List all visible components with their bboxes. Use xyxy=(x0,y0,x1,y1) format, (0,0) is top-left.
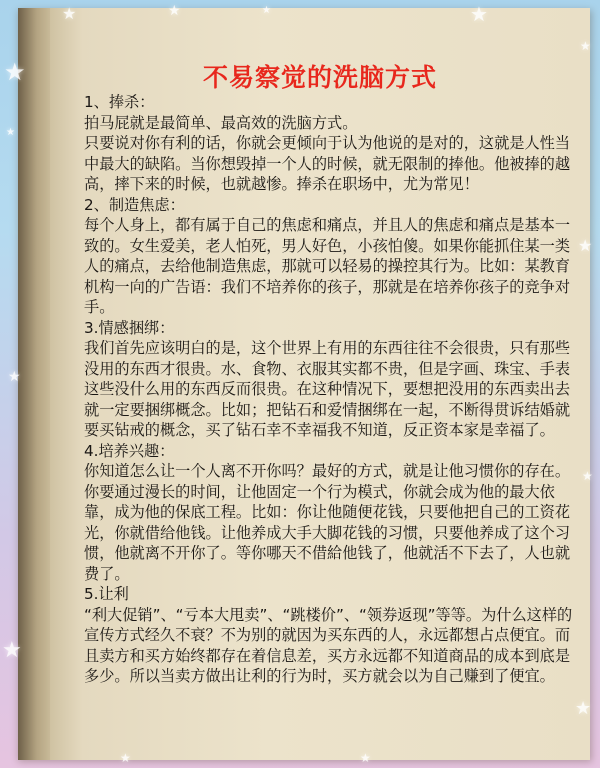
star-icon: ★ xyxy=(262,5,271,16)
section-heading: 5.让利 xyxy=(84,585,129,603)
page-content xyxy=(84,92,574,687)
section-1 xyxy=(84,92,574,195)
section-paragraph: “利大促销”、“亏本大甩卖”、“跳楼价”、“领券返现”等等。为什么这样的宣传方式经久不衰？不为别的就因为买东西的人，永远都想占点便宜。而且卖方和买方始终都存在着信息差，买方永远都不知道商品的成本到底是多少。所以当卖方做出让利的行为时，买方就会以为自己赚到了便宜。 xyxy=(84,605,573,685)
star-icon: ★ xyxy=(580,39,591,53)
section-paragraph: 我们首先应该明白的是，这个世界上有用的东西往往不会很贵，只有那些没用的东西才很贵。水、食物、衣服其实都不贵，但是字画、珠宝、手表这些没什么用的东西反而很贵。在这种情况下，要想把没用的东西卖出去就一定要捆绑概念。比如；把钻石和爱情捆绑在一起，不断得贯诉结婚就要买钻戒的概念，买了钻石幸不幸福我不知道，反正资本家是幸福了。 xyxy=(84,339,570,439)
star-icon: ★ xyxy=(62,4,77,23)
section-heading: 3.情感捆绑： xyxy=(84,318,175,337)
star-icon: ★ xyxy=(120,751,131,765)
section-heading: 4.培养兴趣： xyxy=(84,441,175,460)
section-2 xyxy=(84,195,574,318)
book-page xyxy=(50,4,593,760)
section-paragraph: 拍马屁就是最简单、最高效的洗脑方式。 xyxy=(84,113,358,132)
section-3 xyxy=(84,318,574,441)
star-icon: ★ xyxy=(575,698,592,719)
section-paragraph: 每个人身上，都有属于自己的焦虑和痛点，并且人的焦虑和痛点是基本一致的。女生爱美，老人怕死，男人好色，小孩怕傻。如果你能抓住某一类人的痛点，去给他制造焦虑，那就可以轻易的操控其行为。比如：某教育机构一向的广告语：我们不培养你的孩子，那就是在培养你孩子的竞争对手。 xyxy=(84,216,570,316)
section-5 xyxy=(84,584,574,687)
star-icon: ★ xyxy=(6,127,15,138)
star-icon: ★ xyxy=(360,751,371,765)
star-icon: ★ xyxy=(168,3,181,19)
star-icon: ★ xyxy=(470,2,488,26)
section-heading: 1、捧杀： xyxy=(84,93,155,111)
star-icon: ★ xyxy=(2,638,22,663)
page-title: 不易察觉的洗脑方式 xyxy=(202,63,437,92)
star-icon: ★ xyxy=(8,369,21,385)
section-4 xyxy=(84,441,574,585)
section-heading: 2、制造焦虑： xyxy=(84,195,185,214)
star-icon: ★ xyxy=(582,469,593,483)
star-icon: ★ xyxy=(4,58,26,86)
section-paragraph: 只要说对你有利的话，你就会更倾向于认为他说的是对的，这就是人性当中最大的缺陷。当你想毁掉一个人的时候，就无限制的捧他。他被捧的越高，摔下来的时候，也就越惨。捧杀在职场中，尤为常见！ xyxy=(84,134,570,193)
star-icon: ★ xyxy=(578,236,593,255)
section-paragraph: 你知道怎么让一个人离不开你吗？最好的方式，就是让他习惯你的存在。你要通过漫长的时间，让他固定一个行为模式，你就会成为他的最大依靠，成为他的保底工程。比如：你让他随便花钱，只要他把自己的工资花光，你就借给他钱。让他养成大手大脚花钱的习惯，只要他养成了这个习惯，他就离不开你了。等你哪天不借給他钱了，他就活不下去了，人也就费了。 xyxy=(84,462,570,583)
